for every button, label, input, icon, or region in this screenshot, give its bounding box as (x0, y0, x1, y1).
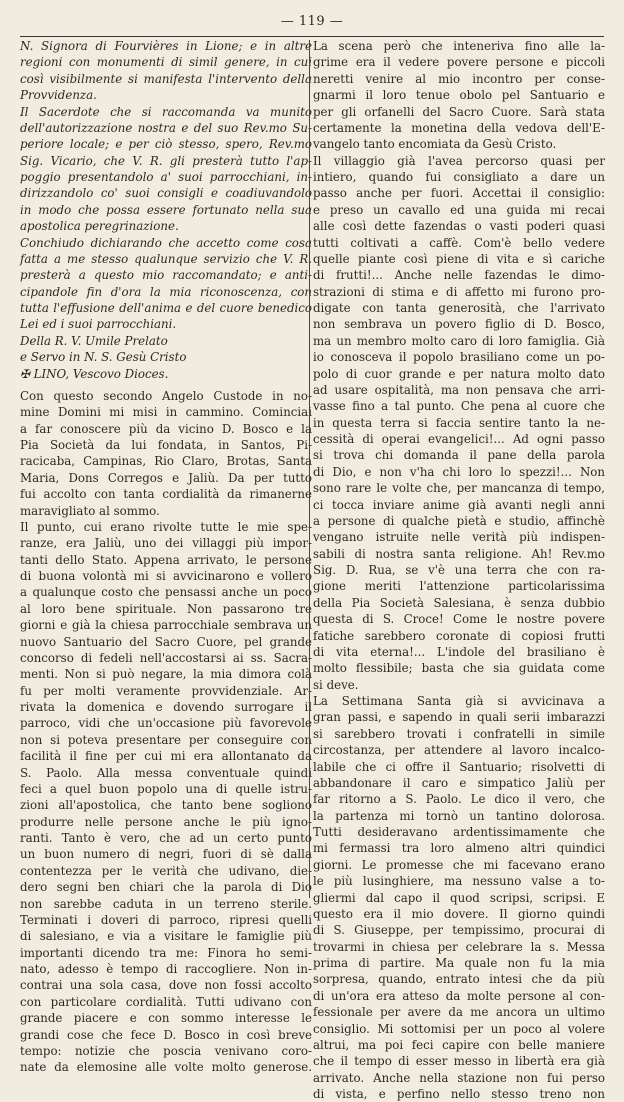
text-line: nato, adesso è tempo di raccogliere. Non in- (20, 962, 312, 976)
text-line: in modo che possa essere fortunato nella sua (20, 202, 312, 217)
text-line: gliermi dal capo il quod scripsi, scripsi. E (313, 890, 605, 905)
text-line: Il punto, cui erano rivolte tutte le mie spe- (20, 519, 312, 534)
text-line: prima di partire. Ma quale non fu la mia (313, 956, 605, 970)
text-line: periore locale; e per ciò stesso, spero, Rev.mo (20, 137, 312, 152)
text-line: così visibilmente si manifesta l'intervento della (20, 71, 312, 86)
text-line: feci a quel buon popolo una di quelle istru- (20, 781, 312, 796)
text-line: cessità di operai evangelici!... Ad ogni passo (313, 432, 605, 446)
text-line: consiglio. Mi sottomisi per un poco al volere (313, 1021, 605, 1036)
text-line: ci tocca inviare anime già avanti negli anni (313, 497, 605, 512)
text-line: concorso di fedeli nell'accostarsi ai ss. Sacra- (20, 650, 312, 665)
text-line: alle così dette fazendas o vasti poderi quasi (313, 219, 605, 234)
text-line: si deve. (313, 677, 359, 692)
text-line: Maria, Dons Corregos e Jaliù. Da per tutto (20, 470, 312, 485)
header-rule (20, 36, 604, 37)
text-line: con particolare cordialità. Tutti udivano con (20, 994, 312, 1009)
text-line: questo era il mio dovere. Il giorno quindi (313, 906, 605, 921)
text-line: di Dio, e non v'ha chi loro lo spezzi!... Non (313, 464, 605, 479)
text-line: gran passi, e sapendo in quali serii imbarazzi (313, 710, 605, 725)
text-line: giorni. Le promesse che mi facevano erano (313, 857, 605, 872)
text-line: un buon numero di negri, fuori di sè dalla (20, 847, 312, 862)
text-line: La Settimana Santa già si avvicinava a (313, 694, 605, 708)
text-line: La scena però che inteneriva fino alle la- (313, 39, 605, 53)
text-line: menti. Non si può negare, la mia dimora colà (20, 667, 312, 682)
text-line: questa di S. Croce! Come le nostre povere (313, 612, 605, 627)
text-line: sorpresa, quando, entrato intesi che da più (313, 972, 605, 987)
text-line: presterà a questo mio raccomandato; e anti- (20, 268, 312, 283)
text-line: non si poteva presentare per conseguire con (20, 732, 312, 747)
text-line: zioni all'apostolica, che tanto bene sogliono (20, 798, 312, 813)
text-line: di vita eterna!... L'indole del brasiliano è (313, 644, 605, 659)
text-line: fui accolto con tanta cordialità da rimanerne (20, 487, 312, 502)
text-line: di buona volontà mi si avvicinarono e vollero (20, 569, 312, 583)
text-line: far ritorno a S. Paolo. Le dico il vero, che (313, 792, 605, 807)
text-line: importanti dicendo tra me: Finora ho semi- (20, 945, 312, 960)
text-line: di vista, e perfino nello stesso treno non (313, 1087, 605, 1101)
column-divider (309, 40, 310, 898)
text-line: fatiche sarebbero coronate di copiosi frutti (313, 628, 605, 643)
left-column (20, 38, 312, 1075)
text-line: poggio presentandolo a' suoi parrocchiani, in- (20, 170, 312, 184)
text-line: trovarmi in chiesa per celebrare la s. Messa (313, 939, 605, 954)
text-line: sabili di nostra santa religione. Ah! Rev.mo (313, 546, 605, 561)
text-line: digate con tanta generosità, che l'arrivato (313, 301, 605, 315)
page-number: — 119 — (280, 14, 344, 29)
text-line: dero segni ben chiari che la parola di Dio (20, 880, 312, 895)
text-line: che il tempo di esser messo in libertà era già (313, 1054, 605, 1069)
text-line: in questa terra si faccia sentire tanto la ne- (313, 415, 605, 430)
text-line: al loro bene spirituale. Non passarono tre (20, 601, 312, 616)
text-line: non sarebbe caduta in un terreno sterile. (20, 896, 312, 911)
text-line: io conosceva il popolo brasiliano come un po- (313, 350, 605, 365)
text-line: altrui, ma poi feci capire con belle maniere (313, 1037, 605, 1052)
text-line: rivata la domenica e dovendo surrogare il (20, 700, 312, 714)
text-line: di frutti!... Anche nelle fazendas le dimo- (313, 268, 605, 283)
text-line: tutti coltivati a caffè. Com'è bello vedere (313, 235, 605, 250)
text-line: polo di cuor grande e per natura molto dato (313, 366, 605, 381)
text-line: Il villaggio già l'avea percorso quasi per (313, 153, 605, 168)
text-line: mi fermassi tra loro almeno altri quindici (313, 841, 605, 856)
text-line: grande piacere e con sommo interesse le (20, 1011, 312, 1026)
text-line: dirizzandolo co' suoi consigli e coadiuvandolo (20, 186, 312, 201)
text-line: le più lusinghiere, ma nessuno valse a to- (313, 874, 605, 889)
text-line: fessionale per avere da me ancora un ultimo (313, 1005, 605, 1020)
text-line: si trova chi domanda il pane della parola (313, 448, 605, 463)
text-line: apostolica peregrinazione. (20, 219, 179, 234)
text-line: cipandole fin d'ora la mia riconoscenza, con (20, 284, 312, 299)
text-line: di un'ora era atteso da molte persone al con- (313, 988, 605, 1003)
text-line: grandi cose che fece D. Bosco in così breve (20, 1027, 312, 1042)
text-line: Con questo secondo Angelo Custode in no- (20, 388, 312, 403)
text-line: parroco, vidi che un'occasione più favorevole (20, 716, 312, 731)
text-line: ranze, era Jaliù, uno dei villaggi più impor- (20, 536, 312, 551)
text-line: Tutti desideravano ardentissimamente che (313, 825, 605, 839)
text-line: ranti. Tanto è vero, che ad un certo punto (20, 831, 312, 845)
text-line: facilità il fine per cui mi era allontanato da (20, 749, 312, 764)
text-line: N. Signora di Fourvières in Lione; e in altre (20, 39, 312, 53)
text-line: strazioni di stima e di affetto mi furono pro- (313, 284, 605, 299)
text-line: labile che ci offre il Santuario; risolvetti di (313, 759, 605, 774)
text-line: maravigliato al sommo. (20, 503, 160, 518)
text-line: vasse fino a tal punto. Che pena al cuore che (313, 399, 605, 414)
text-line: fu per molti veramente provvidenziale. Ar- (20, 683, 312, 698)
text-line: sono rare le volte che, per mancanza di tempo, (313, 481, 605, 496)
text-line: mine Domini mi misi in cammino. Cominciai (20, 405, 312, 420)
text-line: Sig. Vicario, che V. R. gli presterà tutto l'ap- (20, 153, 312, 168)
text-line: tutta l'effusione dell'anima e del cuore benedico (20, 301, 312, 315)
text-line: fatta a me stesso qualunque servizio che V. R. (20, 251, 312, 266)
text-line: Sig. D. Rua, se v'è una terra che con ra- (313, 563, 605, 577)
text-line: vengano istruite nelle verità più indispen- (313, 530, 605, 545)
text-line: Lei ed i suoi parrocchiani. (20, 317, 177, 332)
text-line: grime era il vedere povere persone e piccoli (313, 55, 605, 70)
text-line: si sarebbero trovati i confratelli in simile (313, 726, 605, 741)
text-line: Conchiudo dichiarando che accetto come cosa (20, 235, 312, 250)
text-line: della Pia Società Salesiana, è senza dubbio (313, 595, 605, 610)
text-line: abbandonare il caro e simpatico Jaliù per (313, 775, 605, 790)
text-line: racicaba, Campinas, Rio Claro, Brotas, Santa (20, 454, 312, 469)
text-line: ma un membro molto caro di loro famiglia. Già (313, 333, 605, 348)
text-line: gione meriti l'attenzione particolarissima (313, 579, 605, 594)
text-line: neretti venire al mio incontro per conse- (313, 71, 605, 86)
text-line: gnarmi il loro tenue obolo pel Santuario e (313, 88, 605, 103)
text-line: arrivato. Anche nella stazione non fui perso (313, 1070, 605, 1085)
text-line: ad usare ospitalità, ma non pensava che arri- (313, 382, 605, 397)
text-line: intiero, quando fui consigliato a dare un (313, 170, 605, 184)
text-line: passo anche per fuori. Accettai il consiglio: (313, 186, 605, 201)
text-line: di S. Giuseppe, per tempissimo, procurai di (313, 923, 605, 938)
text-line: la partenza mi tornò un tantino dolorosa. (313, 808, 605, 823)
text-line: Il Sacerdote che si raccomanda va munito (20, 104, 312, 119)
text-line: a qualunque costo che pensassi anche un poco (20, 585, 312, 600)
text-line: contrai una sola casa, dove non fossi accolto (20, 978, 312, 993)
text-line: a far conoscere più da vicino D. Bosco e la (20, 421, 312, 436)
text-line: nate da elemosine alle volte molto generose. (20, 1060, 312, 1075)
text-line: quelle piante così piene di vita e sì cariche (313, 251, 605, 266)
text-line: nuovo Santuario del Sacro Cuore, pel grande (20, 634, 312, 649)
text-line: regioni con monumenti di simil genere, in cui (20, 55, 312, 70)
text-line: di salesiano, e via a visitare le famiglie più (20, 929, 312, 944)
text-line: e Servo in N. S. Gesù Cristo (20, 350, 187, 365)
right-column (313, 38, 605, 1101)
text-line: Terminati i doveri di parroco, ripresi quelli (20, 912, 312, 927)
text-line: Pia Società da lui fondata, in Santos, Pi- (20, 438, 312, 452)
text-line: contentezza per le verità che udivano, die- (20, 863, 312, 878)
text-line: a persone di qualche pietà e studio, affinchè (313, 513, 605, 528)
text-line: produrre nelle persone anche le più igno- (20, 814, 312, 829)
text-line: tanti dello Stato. Appena arrivato, le persone (20, 552, 312, 567)
text-line: S. Paolo. Alla messa conventuale quindi (20, 765, 312, 780)
text-line: Provvidenza. (20, 88, 97, 103)
text-line: tempo: notizie che poscia venivano coro- (20, 1043, 312, 1058)
text-line: dell'autorizzazione nostra e del suo Rev.mo Su- (20, 120, 312, 135)
text-line: non sembrava un povero figlio di D. Bosco, (313, 317, 605, 332)
text-line: vangelo tanto encomiata da Gesù Cristo. (313, 137, 557, 152)
text-line: e preso un cavallo ed una guida mi recai (313, 202, 605, 217)
text-line: per gli orfanelli del Sacro Cuore. Sarà stata (313, 104, 605, 119)
text-line: giorni e già la chiesa parrocchiale sembrava un (20, 618, 312, 633)
text-line: molto flessibile; basta che sia guidata come (313, 661, 605, 676)
text-line: Della R. V. Umile Prelato (20, 333, 168, 348)
text-line: circostanza, per attendere al lavoro incalco- (313, 743, 605, 758)
text-line: certamente la monetina della vedova dell'E- (313, 120, 605, 135)
text-line: ✠ LINO, Vescovo Dioces. (20, 366, 169, 381)
